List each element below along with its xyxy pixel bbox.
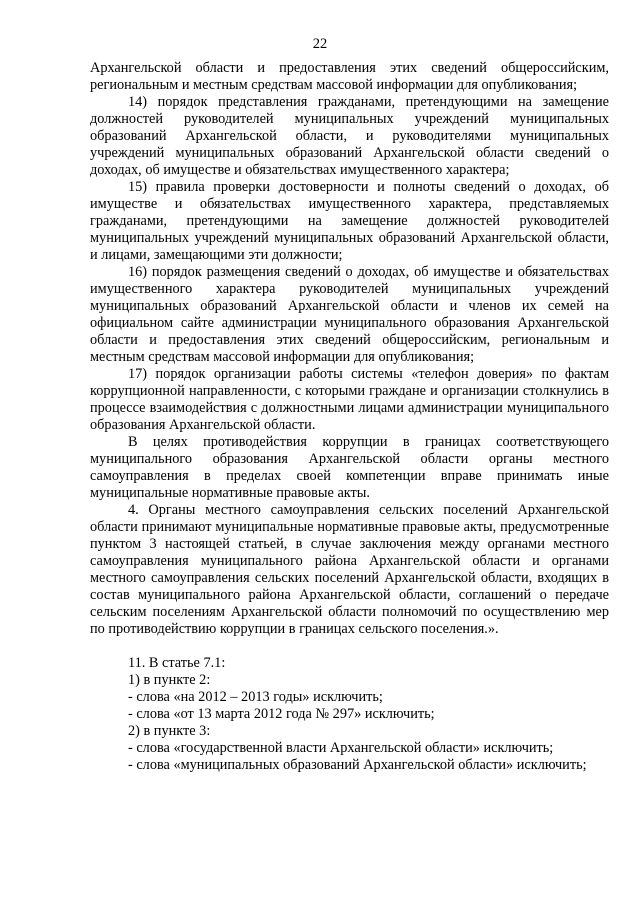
paragraph-point-4: 4. Органы местного самоуправления сельских поселений Архангельской области принимают муниципальные нормативные правовые акты, предусмотренные пунктом 3 настоящей статьей, в случае заключения между органами местного самоуправления муниципального района Архангельской области и органами местного самоуправления сельских поселений Архангельской области, входящих в состав муниципального района Архангельской области, соглашений о передаче сельским поселениям Архангельской области полномочий по осуществлению мер по противодействию коррупции в границах сельского поселения.». (90, 502, 609, 637)
paragraph-words-2012-2013: - слова «на 2012 – 2013 годы» исключить; (128, 689, 383, 705)
paragraph-item-15: 15) правила проверки достоверности и полноты сведений о доходах, об имуществе и обязательствах имущественного характера, представляемых гражданами, претендующими на замещение должностей руководителей муниципальных учреждений муниципальных образований Архангельской области, и лицами, замещающими эти должности; (90, 179, 609, 263)
paragraph-item-16: 16) порядок размещения сведений о доходах, об имуществе и обязательствах имущественного характера руководителей муниципальных учреждений муниципальных образований Архангельской области и членов их семей на официальном сайте администрации муниципального образования Архангельской области и предоставления этих сведений общероссийским, региональным и местным средствам массовой информации для опубликования; (90, 264, 609, 365)
paragraph-item-14: 14) порядок представления гражданами, претендующими на замещение должностей руководителей муниципальных учреждений муниципальных образований Архангельской области, и руководителями муниципальных учреждений муниципальных образований Архангельской области сведений о доходах, об имуществе и обязательствах имущественного характера; (90, 94, 609, 178)
page-number: 22 (312, 36, 328, 52)
paragraph-words-municipal-entities: - слова «муниципальных образований Архангельской области» исключить; (128, 757, 587, 773)
paragraph-anticorruption-acts: В целях противодействия коррупции в границах соответствующего муниципального образования Архангельской области органы местного самоуправления в пределах своей компетенции вправе принимать иные муниципальные нормативные правовые акты. (90, 434, 609, 501)
paragraph-words-state-authority: - слова «государственной власти Архангельской области» исключить; (128, 740, 554, 756)
paragraph-article-7-1-heading: 11. В статье 7.1: (128, 655, 226, 671)
document-body (90, 60, 609, 774)
paragraph-continuation: Архангельской области и предоставления этих сведений общероссийским, региональным и местным средствам массовой информации для опубликования; (90, 60, 609, 93)
paragraph-item-17: 17) порядок организации работы системы «телефон доверия» по фактам коррупционной направленности, с которыми граждане и организации столкнулись в процессе взаимодействия с должностными лицами администрации муниципального образования Архангельской области. (90, 366, 609, 433)
paragraph-subpoint-2: 2) в пункте 3: (128, 723, 211, 739)
paragraph-subpoint-1: 1) в пункте 2: (128, 672, 211, 688)
paragraph-words-13-march: - слова «от 13 марта 2012 года № 297» исключить; (128, 706, 435, 722)
